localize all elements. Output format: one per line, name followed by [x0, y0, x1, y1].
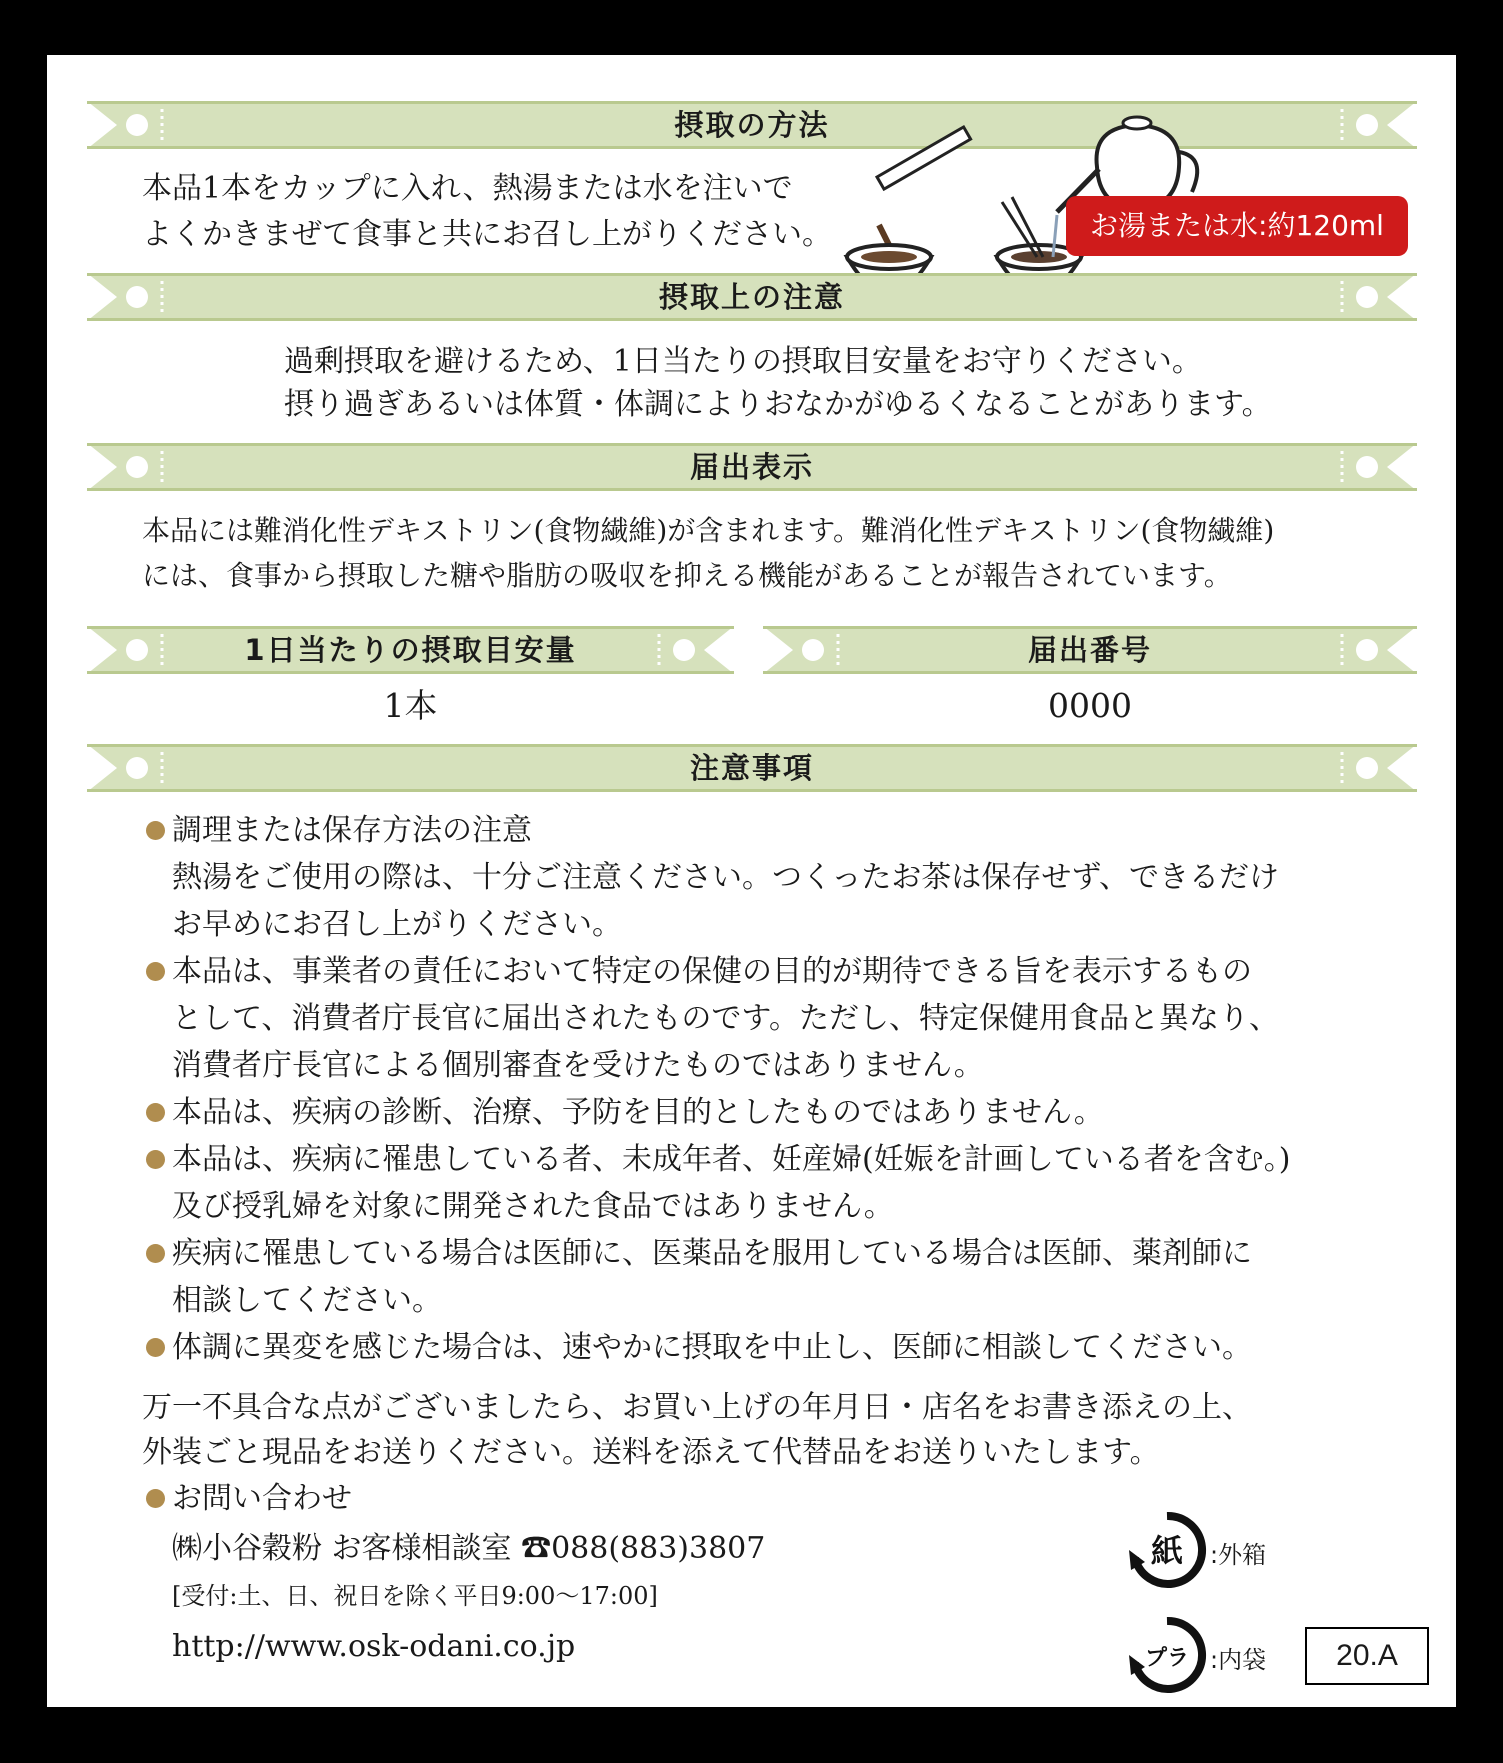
- plastic-recycle-icon: [1127, 1615, 1207, 1695]
- banner-method: [87, 101, 1417, 149]
- bullet-dot-icon: [146, 821, 165, 840]
- banner-notice: [87, 443, 1417, 491]
- banner-daily-amount: [87, 626, 734, 674]
- banner-notice-number: [763, 626, 1417, 674]
- bullet-dot-icon: [146, 1338, 165, 1357]
- bullet-dot-icon: [146, 1103, 165, 1122]
- section-title: 注意事項: [689, 751, 814, 785]
- contact-company: ㈱小谷穀粉 お客様相談室 ☎088(883)3807: [172, 1531, 766, 1566]
- banner-caution: [87, 273, 1417, 321]
- list-item: 体調に異変を感じた場合は、速やかに摂取を中止し、医師に相談してください。: [142, 1324, 1432, 1371]
- paper-recycle-icon: [1127, 1510, 1207, 1590]
- caution-line-2: 摂り過ぎあるいは体質・体調によりおなかがゆるくなることがあります。: [284, 387, 1272, 422]
- paper-recycle-label: :外箱: [1210, 1541, 1267, 1569]
- label-panel: [47, 55, 1456, 1707]
- refund-line-1: 万一不具合な点がございましたら、お買い上げの年月日・店名をお書き添えの上、: [142, 1390, 1252, 1425]
- method-line-2: よくかきまぜて食事と共にお召し上がりください。: [142, 217, 832, 252]
- section-title: 届出表示: [689, 450, 814, 484]
- section-title: 届出番号: [1027, 633, 1152, 667]
- list-item: 疾病に罹患している場合は医師に、医薬品を服用している場合は医師、薬剤師に 相談してください。: [142, 1230, 1432, 1324]
- contact-heading: お問い合わせ: [142, 1475, 352, 1522]
- contact-hours: [受付:土、日、祝日を除く平日9:00〜17:00]: [172, 1582, 658, 1610]
- bullet-dot-icon: [146, 1244, 165, 1263]
- notice-number-value: 0000: [1048, 686, 1132, 725]
- plastic-recycle-label: :内袋: [1210, 1646, 1267, 1674]
- refund-line-2: 外装ごと現品をお送りください。送料を添えて代替品をお送りいたします。: [142, 1435, 1160, 1470]
- notice-line-2: には、食事から摂取した糖や脂肪の吸収を抑える機能があることが報告されています。: [142, 559, 1232, 592]
- list-item: 本品は、疾病に罹患している者、未成年者、妊産婦(妊娠を計画している者を含む。) 及び授乳婦を対象に開発された食品ではありません。: [142, 1136, 1432, 1230]
- list-item: 本品は、疾病の診断、治療、予防を目的としたものではありません。: [142, 1089, 1432, 1136]
- bullet-dot-icon: [146, 962, 165, 981]
- water-amount-badge: お湯または水:約120ml: [1066, 196, 1408, 256]
- list-item: 調理または保存方法の注意 熱湯をご使用の際は、十分ご注意ください。つくったお茶は保存せず、できるだけ お早めにお召し上がりください。: [142, 807, 1432, 948]
- lot-code-box: 20.A: [1305, 1627, 1429, 1685]
- notes-list: [142, 807, 1432, 1371]
- bullet-dot-icon: [146, 1489, 165, 1508]
- bullet-dot-icon: [146, 1150, 165, 1169]
- method-line-1: 本品1本をカップに入れ、熱湯または水を注いで: [142, 171, 793, 206]
- section-title: 1日当たりの摂取目安量: [244, 633, 577, 667]
- section-title: 摂取の方法: [674, 108, 830, 142]
- banner-notes: [87, 744, 1417, 792]
- svg-text:プラ: プラ: [1144, 1646, 1190, 1671]
- svg-text:紙: 紙: [1150, 1532, 1184, 1570]
- stick-pack-icon: [877, 127, 971, 257]
- contact-url[interactable]: http://www.osk-odani.co.jp: [172, 1629, 576, 1664]
- section-title: 摂取上の注意: [658, 280, 845, 314]
- daily-amount-value: 1本: [383, 686, 438, 725]
- notice-line-1: 本品には難消化性デキストリン(食物繊維)が含まれます。難消化性デキストリン(食物繊維): [142, 514, 1275, 547]
- caution-line-1: 過剰摂取を避けるため、1日当たりの摂取目安量をお守りください。: [284, 344, 1202, 379]
- list-item: 本品は、事業者の責任において特定の保健の目的が期待できる旨を表示するもの として、消費者庁長官に届出されたものです。ただし、特定保健用食品と異なり、 消費者庁長官による個別審査を受けたものではありません。: [142, 948, 1432, 1089]
